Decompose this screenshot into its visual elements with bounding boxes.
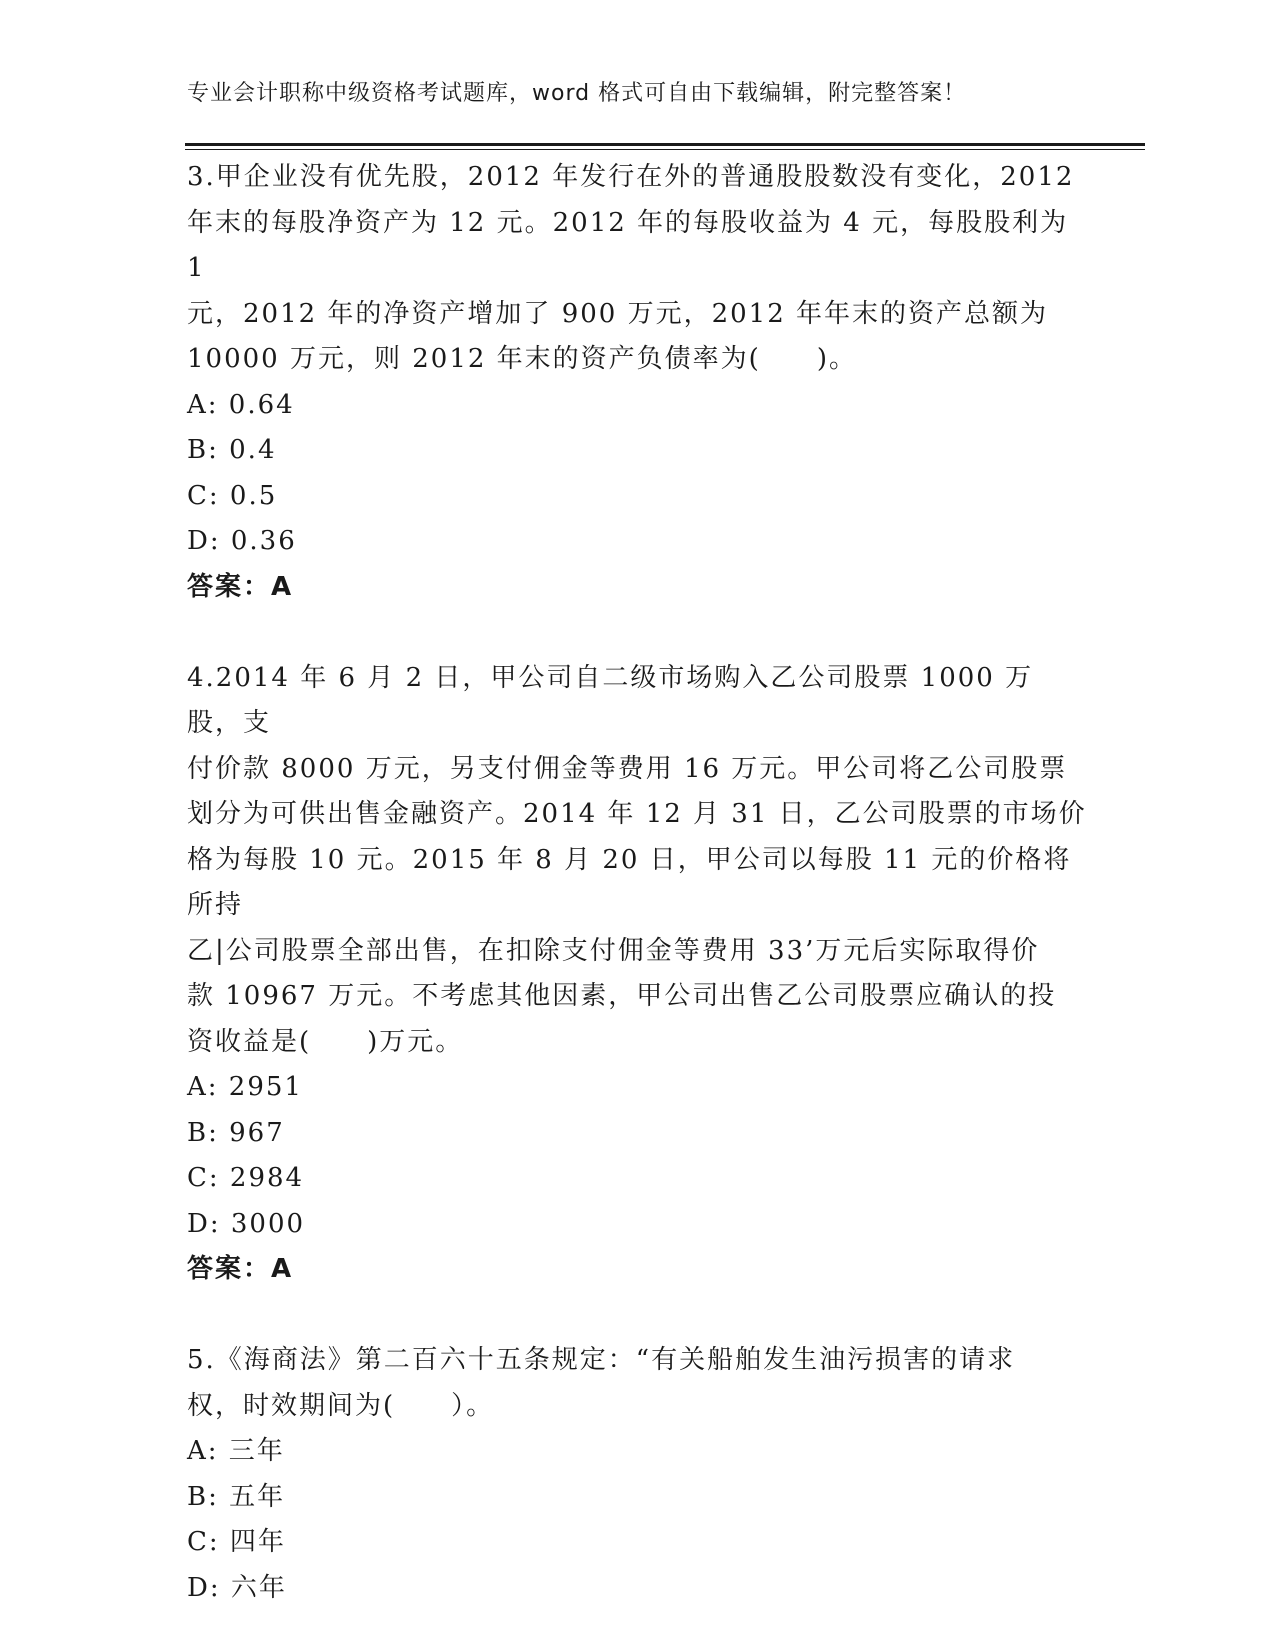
question-stem-line: 资收益是( )万元。 xyxy=(187,1026,464,1057)
question-stem-line: 元，2012 年的净资产增加了 900 万元，2012 年年末的资产总额为 xyxy=(187,298,1049,329)
question-5 xyxy=(187,1338,1087,1611)
option-c: C: 0.5 xyxy=(187,480,278,511)
question-stem-line: 款 10967 万元。不考虑其他因素，甲公司出售乙公司股票应确认的投 xyxy=(187,981,1057,1011)
option-d: D: 3000 xyxy=(187,1208,306,1239)
option-b: B: 967 xyxy=(187,1117,285,1148)
option-b: B: 0.4 xyxy=(187,435,277,465)
option-c: C: 2984 xyxy=(187,1163,305,1193)
header-rule-thick xyxy=(185,143,1145,146)
option-d: D: 六年 xyxy=(187,1572,287,1603)
option-b: B: 五年 xyxy=(187,1481,286,1512)
option-a: A: 0.64 xyxy=(187,389,295,420)
spacer xyxy=(187,1293,1087,1339)
question-stem-line: 4.2014 年 6 月 2 日，甲公司自二级市场购入乙公司股票 1000 万股，支 xyxy=(187,662,1034,738)
option-a: A: 三年 xyxy=(187,1436,285,1466)
question-stem-line: 年末的每股净资产为 12 元。2012 年的每股收益为 4 元，每股股利为 1 xyxy=(187,207,1069,283)
question-stem-line: 乙|公司股票全部出售，在扣除支付佣金等费用 33’万元后实际取得价 xyxy=(187,935,1040,966)
option-d: D: 0.36 xyxy=(187,526,297,556)
question-stem-line: 付价款 8000 万元，另支付佣金等费用 16 万元。甲公司将乙公司股票 xyxy=(187,753,1068,784)
question-stem-line: 划分为可供出售金融资产。2014 年 12 月 31 日，乙公司股票的市场价 xyxy=(187,799,1087,829)
option-a: A: 2951 xyxy=(187,1072,303,1102)
page-header: 专业会计职称中级资格考试题库，word 格式可自由下载编辑，附完整答案！ xyxy=(187,81,967,106)
answer-line: 答案：A xyxy=(187,1254,294,1284)
question-stem-line: 5.《海商法》第二百六十五条规定：“有关船舶发生油污损害的请求 xyxy=(187,1345,1016,1375)
question-4 xyxy=(187,656,1087,1293)
spacer xyxy=(187,610,1087,656)
answer-line: 答案：A xyxy=(187,571,294,602)
question-stem-line: 格为每股 10 元。2015 年 8 月 20 日，甲公司以每股 11 元的价格将所持 xyxy=(187,844,1072,920)
header-rule-thin xyxy=(185,149,1145,150)
question-list xyxy=(187,155,1087,1611)
option-c: C: 四年 xyxy=(187,1527,286,1557)
question-3 xyxy=(187,155,1087,610)
question-stem-line: 权，时效期间为( ）。 xyxy=(187,1390,495,1421)
question-stem-line: 10000 万元，则 2012 年末的资产负债率为( )。 xyxy=(187,344,857,374)
question-stem-line: 3.甲企业没有优先股，2012 年发行在外的普通股股数没有变化，2012 xyxy=(187,162,1075,192)
